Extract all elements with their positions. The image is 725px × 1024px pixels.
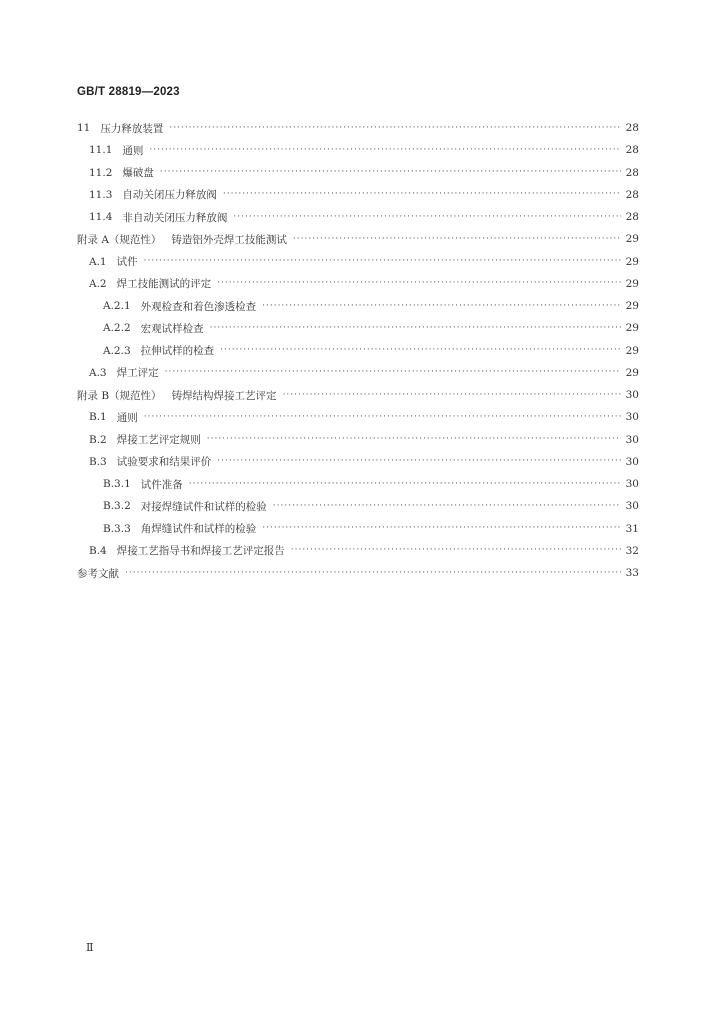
toc-entry-number: A.1 [89, 255, 107, 268]
toc-entry-number: B.3 [89, 455, 107, 468]
toc-leader-dots [220, 346, 621, 355]
toc-entry-number: B.1 [89, 411, 107, 424]
toc-entry-title: 通则 [116, 411, 138, 424]
toc-leader-dots [207, 435, 621, 444]
toc-entry-page: 33 [625, 567, 639, 580]
toc-leader-dots [125, 569, 621, 578]
toc-entry-page: 28 [625, 122, 639, 135]
document-code: GB/T 28819—2023 [77, 86, 180, 98]
table-of-contents [77, 117, 639, 584]
toc-entry-page: 29 [625, 344, 639, 357]
toc-entry[interactable] [77, 473, 639, 495]
toc-entry-page: 31 [625, 522, 639, 535]
toc-entry-number: B.3.3 [103, 522, 131, 535]
toc-entry-title: 铸焊结构焊接工艺评定 [171, 389, 277, 402]
toc-leader-dots [217, 457, 621, 466]
toc-entry-page: 30 [625, 389, 639, 402]
toc-entry[interactable] [77, 562, 639, 584]
toc-leader-dots [291, 546, 621, 555]
toc-entry-title: 试验要求和结果评价 [116, 456, 212, 469]
toc-entry[interactable] [77, 162, 639, 184]
toc-entry-number: B.3.1 [103, 478, 131, 491]
toc-entry-number: A.2.3 [103, 344, 131, 357]
toc-entry-title: 试件准备 [140, 478, 183, 491]
toc-entry[interactable] [77, 518, 639, 540]
toc-entry-title: 对接焊缝试件和试样的检验 [140, 500, 267, 513]
toc-leader-dots [233, 213, 621, 222]
toc-entry-page: 28 [625, 166, 639, 179]
toc-entry-number: 11 [77, 122, 91, 135]
toc-entry-number: 11.3 [89, 188, 113, 201]
toc-entry[interactable] [77, 451, 639, 473]
toc-entry-page: 28 [625, 211, 639, 224]
toc-leader-dots [210, 324, 621, 333]
toc-entry-title: 自动关闭压力释放阀 [122, 189, 217, 202]
toc-entry[interactable] [77, 251, 639, 273]
toc-entry-title: 铸造铝外壳焊工技能测试 [171, 233, 287, 246]
toc-leader-dots [144, 413, 621, 422]
toc-entry-number: B.2 [89, 433, 107, 446]
toc-entry-number: A.3 [89, 366, 107, 379]
toc-leader-dots [160, 168, 621, 177]
toc-entry-title: 参考文献 [77, 567, 119, 580]
toc-leader-dots [273, 502, 621, 511]
toc-entry-page: 30 [625, 500, 639, 513]
toc-leader-dots [293, 235, 621, 244]
toc-entry-page: 30 [625, 478, 639, 491]
toc-entry-title: 角焊缝试件和试样的检验 [140, 523, 257, 536]
toc-leader-dots [169, 124, 621, 133]
toc-entry-title: 宏观试样检查 [140, 322, 204, 335]
toc-entry-number: A.2.1 [103, 300, 131, 313]
toc-entry-page: 30 [625, 433, 639, 446]
toc-entry-number: A.2.2 [103, 322, 131, 335]
toc-entry[interactable] [77, 429, 639, 451]
toc-entry[interactable] [77, 340, 639, 362]
toc-entry-page: 29 [625, 233, 639, 246]
toc-entry-number: B.3.2 [103, 500, 131, 513]
toc-leader-dots [165, 368, 621, 377]
toc-entry-title: 焊接工艺指导书和焊接工艺评定报告 [116, 545, 285, 558]
toc-entry-title: 外观检查和着色渗透检查 [140, 300, 257, 313]
toc-leader-dots [217, 279, 621, 288]
toc-entry-title: 试件 [116, 256, 138, 269]
toc-entry-page: 29 [625, 322, 639, 335]
toc-leader-dots [262, 524, 621, 533]
toc-entry-title: 非自动关闭压力释放阀 [122, 211, 228, 224]
toc-entry-title: 焊接工艺评定规则 [116, 434, 201, 447]
toc-leader-dots [149, 146, 621, 155]
toc-entry-number: 11.1 [89, 144, 113, 157]
toc-entry-title: 焊工评定 [116, 367, 159, 380]
toc-leader-dots [262, 302, 621, 311]
toc-entry[interactable] [77, 540, 639, 562]
toc-entry-number: 11.2 [89, 166, 113, 179]
toc-entry-page: 30 [625, 455, 639, 468]
toc-entry[interactable] [77, 206, 639, 228]
toc-entry-title: 压力释放装置 [100, 122, 164, 135]
toc-entry-title: 拉伸试样的检查 [140, 345, 215, 358]
toc-entry-page: 28 [625, 188, 639, 201]
toc-entry[interactable] [77, 184, 639, 206]
toc-entry-page: 29 [625, 255, 639, 268]
toc-entry-title: 通则 [122, 144, 144, 157]
toc-entry-title: 爆破盘 [122, 167, 154, 180]
toc-leader-dots [223, 190, 621, 199]
toc-leader-dots [189, 480, 621, 489]
toc-entry[interactable] [77, 406, 639, 428]
toc-entry-page: 29 [625, 366, 639, 379]
toc-entry-page: 32 [625, 544, 639, 557]
page-number: Ⅱ [86, 941, 94, 954]
toc-entry-number: 11.4 [89, 211, 113, 224]
toc-entry[interactable] [77, 273, 639, 295]
toc-entry-number: B.4 [89, 544, 107, 557]
toc-entry-title: 焊工技能测试的评定 [116, 278, 212, 291]
toc-entry-number: A.2 [89, 277, 107, 290]
toc-entry-page: 29 [625, 277, 639, 290]
toc-leader-dots [283, 391, 621, 400]
toc-entry[interactable] [77, 384, 639, 406]
toc-entry-page: 30 [625, 411, 639, 424]
toc-entry[interactable] [77, 295, 639, 317]
toc-entry-number: 附录 A（规范性） [77, 233, 162, 246]
toc-entry[interactable] [77, 228, 639, 250]
toc-entry[interactable] [77, 139, 639, 161]
toc-entry[interactable] [77, 362, 639, 384]
toc-entry-number: 附录 B（规范性） [77, 389, 162, 402]
toc-entry[interactable] [77, 317, 639, 339]
toc-entry[interactable] [77, 495, 639, 517]
toc-entry-page: 29 [625, 300, 639, 313]
toc-leader-dots [144, 257, 621, 266]
toc-entry[interactable] [77, 117, 639, 139]
toc-entry-page: 28 [625, 144, 639, 157]
